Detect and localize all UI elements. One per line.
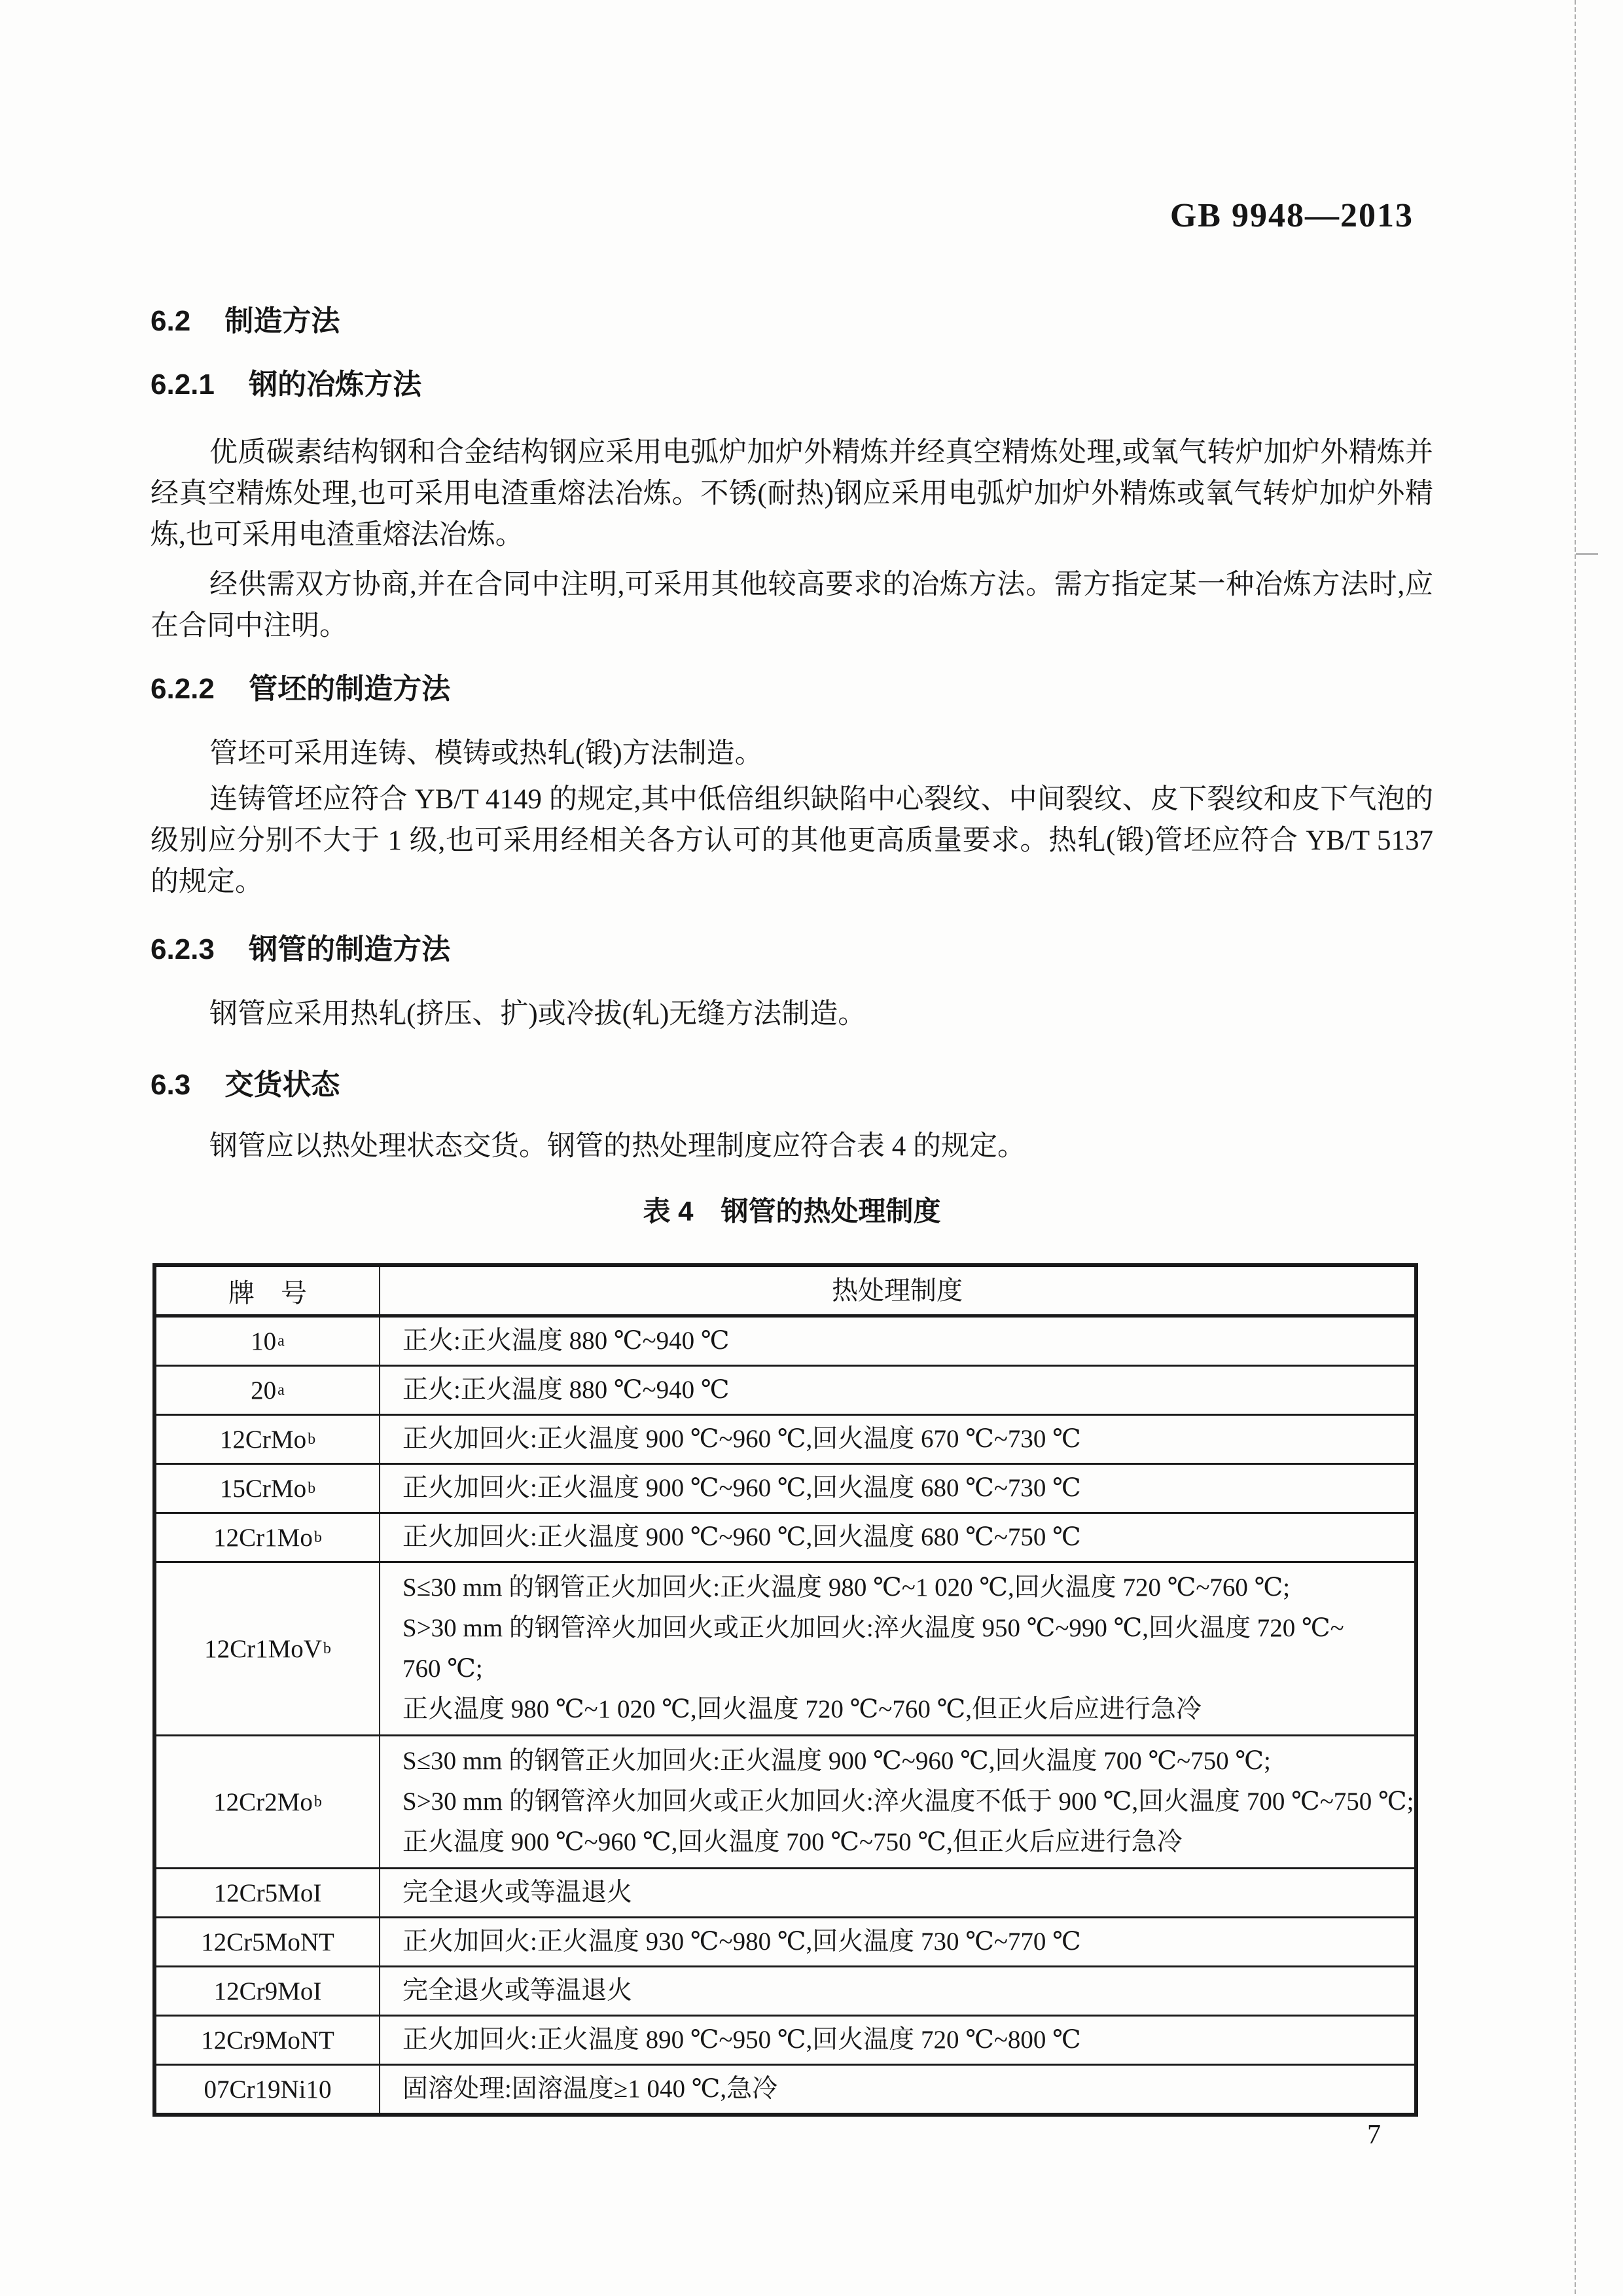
- paragraph-smelting-1: 优质碳素结构钢和合金结构钢应采用电弧炉加炉外精炼并经真空精炼处理,或氧气转炉加炉外精炼并经真空精炼处理,也可采用电渣重熔法冶炼。不锈(耐热)钢应采用电弧炉加炉外精炼或氧气转炉加炉外精炼,也可采用电渣重熔法冶炼。: [151, 437, 1433, 550]
- heat-treatment-line: S≤30 mm 的钢管正火加回火:正火温度 980 ℃~1 020 ℃,回火温度 720 ℃~760 ℃;: [402, 1573, 1291, 1602]
- paragraph-delivery-condition: 钢管应以热处理状态交货。钢管的热处理制度应符合表 4 的规定。: [209, 1131, 1026, 1162]
- heat-treatment-line: 正火:正火温度 880 ℃~940 ℃: [402, 1376, 730, 1404]
- heat-treatment-cell: [380, 1318, 1414, 1365]
- heat-treatment-cell: [380, 1367, 1414, 1414]
- clause-number: 6.2.2: [151, 673, 215, 705]
- heat-treatment-line: 正火加回火:正火温度 900 ℃~960 ℃,回火温度 680 ℃~750 ℃: [402, 1523, 1081, 1551]
- clause-title: 交货状态: [224, 1069, 340, 1101]
- clause-title: 制造方法: [224, 305, 340, 337]
- heat-treatment-line: 正火温度 980 ℃~1 020 ℃,回火温度 720 ℃~760 ℃,但正火后应进行急冷: [402, 1695, 1202, 1723]
- heat-treatment-cell: [380, 2017, 1414, 2064]
- clause-title: 钢的冶炼方法: [249, 368, 422, 401]
- heat-treatment-cell: [380, 1869, 1414, 1916]
- heat-treatment-line: 完全退火或等温退火: [402, 1977, 633, 2005]
- heat-treatment-cell: [380, 1514, 1414, 1561]
- grade-cell: 07Cr19Ni10: [156, 2066, 380, 2113]
- grade-cell: 12Cr5MoI: [156, 1869, 380, 1916]
- column-header-grade: 牌 号: [156, 1267, 380, 1314]
- column-header-heat-treatment: 热处理制度: [832, 1276, 963, 1305]
- table-row: [156, 1365, 1414, 1414]
- heat-treatment-line: 正火温度 900 ℃~960 ℃,回火温度 700 ℃~750 ℃,但正火后应进行急冷: [402, 1828, 1183, 1856]
- table-row: [156, 1463, 1414, 1512]
- heat-treatment-line: 正火加回火:正火温度 930 ℃~980 ℃,回火温度 730 ℃~770 ℃: [402, 1928, 1081, 1956]
- table-row: [156, 1318, 1414, 1365]
- grade-cell: 12Cr2Mo b: [156, 1736, 380, 1867]
- heat-treatment-line: 正火加回火:正火温度 900 ℃~960 ℃,回火温度 680 ℃~730 ℃: [402, 1474, 1081, 1502]
- grade-cell: 15CrMo b: [156, 1465, 380, 1512]
- heat-treatment-cell: [380, 1918, 1414, 1965]
- table-row: [156, 1734, 1414, 1867]
- heading-6-2-3: [151, 929, 1433, 970]
- clause-number: 6.2: [151, 305, 191, 337]
- heat-treatment-cell: [380, 1465, 1414, 1512]
- heat-treatment-cell: [380, 1736, 1414, 1867]
- table-row: [156, 1561, 1414, 1734]
- grade-cell: 12Cr1MoV b: [156, 1563, 380, 1734]
- heat-treatment-cell: [380, 1563, 1414, 1734]
- heat-treatment-cell: [380, 1967, 1414, 2015]
- heat-treatment-line: S>30 mm 的钢管淬火加回火或正火加回火:淬火温度不低于 900 ℃,回火温度 700 ℃~750 ℃;: [402, 1787, 1414, 1816]
- heat-treatment-cell: [380, 1416, 1414, 1463]
- table-row: [156, 1916, 1414, 1965]
- clause-number: 6.2.1: [151, 368, 215, 401]
- heading-6-3: [151, 1065, 1433, 1105]
- standard-code-header: GB 9948—2013: [1169, 197, 1414, 234]
- grade-cell: 12CrMo b: [156, 1416, 380, 1463]
- grade-cell: 10 a: [156, 1318, 380, 1365]
- table-row: [156, 2064, 1414, 2113]
- table-4-caption: 表 4 钢管的热处理制度: [643, 1196, 941, 1227]
- heading-6-2: [151, 301, 1433, 342]
- heat-treatment-table-body: [156, 1318, 1414, 2113]
- scan-artifact-tick: [1576, 553, 1598, 555]
- paragraph-billet-1: 管坯可采用连铸、模铸或热轧(锻)方法制造。: [209, 738, 763, 769]
- grade-cell: 20 a: [156, 1367, 380, 1414]
- table-header-row: [156, 1267, 1414, 1318]
- table-row: [156, 2015, 1414, 2064]
- clause-number: 6.2.3: [151, 933, 215, 965]
- table-row: [156, 1965, 1414, 2015]
- heat-treatment-line: 正火加回火:正火温度 900 ℃~960 ℃,回火温度 670 ℃~730 ℃: [402, 1425, 1081, 1453]
- paragraph-billet-2: 连铸管坯应符合 YB/T 4149 的规定,其中低倍组织缺陷中心裂纹、中间裂纹、皮下裂纹和皮下气泡的级别应分别不大于 1 级,也可采用经相关各方认可的其他更高质量要求。热轧(锻)管坯应符合 YB/T 5137 的规定。: [151, 784, 1433, 897]
- heat-treatment-line: 正火:正火温度 880 ℃~940 ℃: [402, 1327, 730, 1355]
- table-row: [156, 1867, 1414, 1916]
- scan-artifact-line: [1575, 0, 1576, 2296]
- clause-title: 管坯的制造方法: [249, 673, 451, 705]
- paragraph-smelting-2: 经供需双方协商,并在合同中注明,可采用其他较高要求的冶炼方法。需方指定某一种冶炼方法时,应在合同中注明。: [151, 569, 1433, 641]
- heat-treatment-line: S≤30 mm 的钢管正火加回火:正火温度 900 ℃~960 ℃,回火温度 700 ℃~750 ℃;: [402, 1747, 1271, 1775]
- heat-treatment-line: 完全退火或等温退火: [402, 1878, 633, 1907]
- grade-cell: 12Cr9MoI: [156, 1967, 380, 2015]
- table-row: [156, 1414, 1414, 1463]
- heat-treatment-cell: [380, 2066, 1414, 2113]
- grade-cell: 12Cr9MoNT: [156, 2017, 380, 2064]
- heading-6-2-1: [151, 365, 1433, 405]
- grade-cell: 12Cr5MoNT: [156, 1918, 380, 1965]
- heat-treatment-line: 760 ℃;: [402, 1655, 483, 1683]
- heat-treatment-line: 固溶处理:固溶温度≥1 040 ℃,急冷: [402, 2075, 778, 2103]
- heat-treatment-line: S>30 mm 的钢管淬火加回火或正火加回火:淬火温度 950 ℃~990 ℃,回火温度 720 ℃~: [402, 1614, 1344, 1642]
- paragraph-pipe-making: 钢管应采用热轧(挤压、扩)或冷拔(轧)无缝方法制造。: [209, 999, 866, 1030]
- heat-treatment-table: [152, 1263, 1418, 2117]
- grade-cell: 12Cr1Mo b: [156, 1514, 380, 1561]
- page-number: 7: [1367, 2120, 1381, 2150]
- heading-6-2-2: [151, 669, 1433, 709]
- table-row: [156, 1512, 1414, 1561]
- heat-treatment-line: 正火加回火:正火温度 890 ℃~950 ℃,回火温度 720 ℃~800 ℃: [402, 2026, 1081, 2054]
- clause-title: 钢管的制造方法: [249, 933, 451, 965]
- clause-number: 6.3: [151, 1069, 191, 1101]
